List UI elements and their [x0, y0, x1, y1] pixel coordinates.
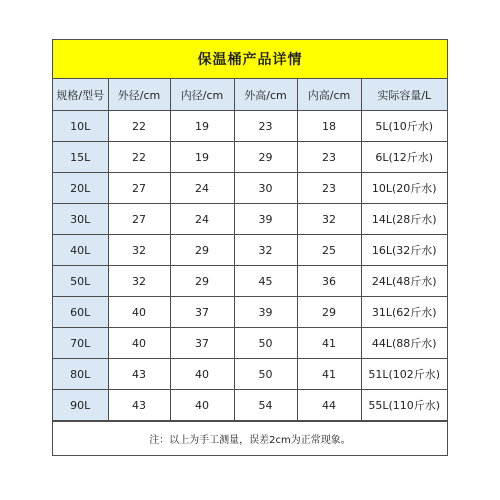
table-row [53, 204, 447, 235]
inner-diameter-cell: 40 [170, 390, 234, 421]
outer-diameter-cell: 43 [108, 390, 170, 421]
table-row [53, 390, 447, 421]
inner-diameter-cell: 24 [170, 173, 234, 204]
outer-height-cell: 50 [234, 328, 297, 359]
table-row [53, 359, 447, 390]
inner-diameter-cell: 37 [170, 297, 234, 328]
outer-height-cell: 39 [234, 297, 297, 328]
outer-height-cell: 54 [234, 390, 297, 421]
outer-diameter-cell: 22 [108, 142, 170, 173]
capacity-cell: 24L(48斤水) [361, 266, 447, 297]
inner-diameter-cell: 29 [170, 235, 234, 266]
table-row [53, 328, 447, 359]
inner-height-cell: 41 [297, 328, 361, 359]
inner-diameter-cell: 40 [170, 359, 234, 390]
inner-diameter-cell: 19 [170, 111, 234, 142]
spec-cell: 10L [53, 111, 108, 142]
outer-diameter-cell: 40 [108, 297, 170, 328]
outer-diameter-cell: 32 [108, 235, 170, 266]
measurement-note: 注：以上为手工测量，误差2cm为正常现象。 [53, 421, 447, 455]
inner-height-cell: 18 [297, 111, 361, 142]
table-row [53, 111, 447, 142]
spec-cell: 40L [53, 235, 108, 266]
capacity-cell: 55L(110斤水) [361, 390, 447, 421]
outer-diameter-cell: 27 [108, 204, 170, 235]
inner-height-cell: 23 [297, 142, 361, 173]
table-row [53, 297, 447, 328]
inner-height-cell: 44 [297, 390, 361, 421]
spec-table [53, 79, 447, 421]
inner-diameter-cell: 37 [170, 328, 234, 359]
outer-height-cell: 23 [234, 111, 297, 142]
inner-height-cell: 25 [297, 235, 361, 266]
spec-cell: 50L [53, 266, 108, 297]
table-row [53, 173, 447, 204]
capacity-cell: 16L(32斤水) [361, 235, 447, 266]
outer-diameter-cell: 43 [108, 359, 170, 390]
inner-height-cell: 41 [297, 359, 361, 390]
inner-height-cell: 23 [297, 173, 361, 204]
capacity-cell: 10L(20斤水) [361, 173, 447, 204]
spec-cell: 15L [53, 142, 108, 173]
outer-height-cell: 32 [234, 235, 297, 266]
inner-height-cell: 36 [297, 266, 361, 297]
outer-height-cell: 29 [234, 142, 297, 173]
outer-diameter-cell: 32 [108, 266, 170, 297]
header-cell-inner-diameter: 内径/cm [170, 79, 234, 111]
inner-height-cell: 32 [297, 204, 361, 235]
inner-height-cell: 29 [297, 297, 361, 328]
capacity-cell: 51L(102斤水) [361, 359, 447, 390]
outer-diameter-cell: 22 [108, 111, 170, 142]
header-cell-outer-diameter: 外径/cm [108, 79, 170, 111]
header-cell-spec: 规格/型号 [53, 79, 108, 111]
outer-height-cell: 45 [234, 266, 297, 297]
inner-diameter-cell: 24 [170, 204, 234, 235]
capacity-cell: 6L(12斤水) [361, 142, 447, 173]
table-row [53, 142, 447, 173]
table-row [53, 266, 447, 297]
spec-cell: 60L [53, 297, 108, 328]
table-row [53, 235, 447, 266]
header-cell-outer-height: 外高/cm [234, 79, 297, 111]
capacity-cell: 5L(10斤水) [361, 111, 447, 142]
capacity-cell: 31L(62斤水) [361, 297, 447, 328]
spec-table-sheet [52, 39, 448, 456]
capacity-cell: 44L(88斤水) [361, 328, 447, 359]
outer-diameter-cell: 27 [108, 173, 170, 204]
spec-cell: 20L [53, 173, 108, 204]
outer-height-cell: 50 [234, 359, 297, 390]
outer-diameter-cell: 40 [108, 328, 170, 359]
capacity-cell: 14L(28斤水) [361, 204, 447, 235]
spec-cell: 70L [53, 328, 108, 359]
header-row [53, 79, 447, 111]
inner-diameter-cell: 19 [170, 142, 234, 173]
inner-diameter-cell: 29 [170, 266, 234, 297]
outer-height-cell: 30 [234, 173, 297, 204]
spec-cell: 80L [53, 359, 108, 390]
outer-height-cell: 39 [234, 204, 297, 235]
header-cell-inner-height: 内高/cm [297, 79, 361, 111]
header-cell-capacity: 实际容量/L [361, 79, 447, 111]
spec-cell: 30L [53, 204, 108, 235]
table-title: 保温桶产品详情 [53, 40, 447, 79]
spec-cell: 90L [53, 390, 108, 421]
